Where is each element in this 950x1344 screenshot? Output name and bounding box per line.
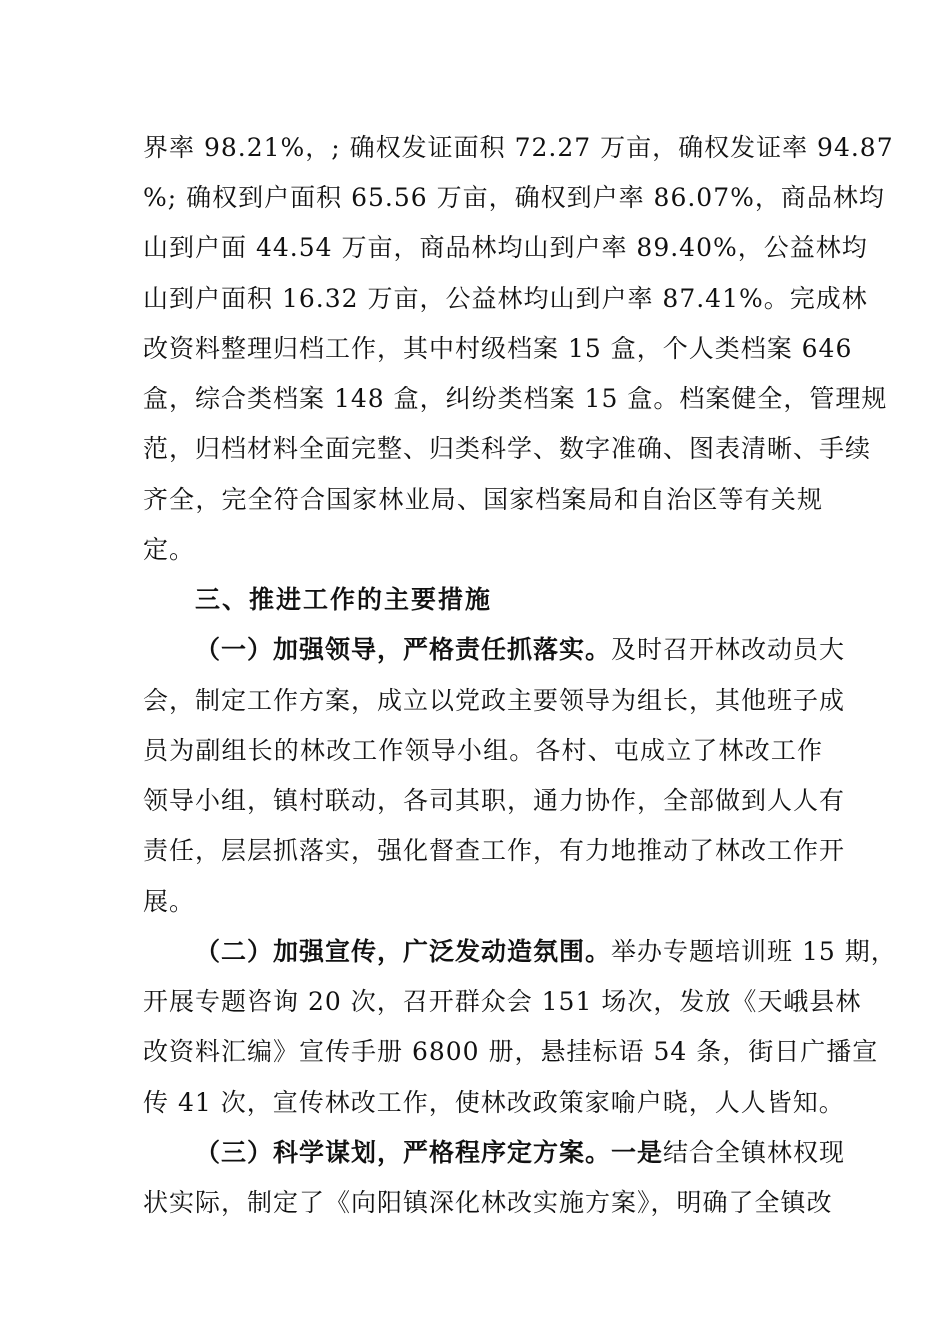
subsection-1-text: 及时召开林改动员大 bbox=[611, 635, 846, 664]
subsection-3-point: 一是 bbox=[611, 1138, 664, 1167]
paragraph-line: 范，归档材料全面完整、归类科学、数字准确、图表清晰、手续 bbox=[143, 434, 872, 463]
paragraph-line: 改资料整理归档工作，其中村级档案 15 盒，个人类档案 646 bbox=[143, 334, 853, 363]
subsection-2-first-line bbox=[195, 937, 897, 967]
subsection-3-text: 结合全镇林权现 bbox=[663, 1138, 846, 1167]
paragraph-line: 状实际，制定了《向阳镇深化林改实施方案》，明确了全镇改 bbox=[143, 1188, 833, 1217]
subsection-1-first-line bbox=[195, 635, 846, 665]
paragraph-line: 传 41 次，宣传林改工作，使林改政策家喻户晓，人人皆知。 bbox=[143, 1088, 845, 1117]
subsection-2-title: （二）加强宣传，广泛发动造氛围。 bbox=[195, 937, 612, 966]
paragraph-line: 员为副组长的林改工作领导小组。各村、屯成立了林改工作 bbox=[143, 736, 823, 765]
paragraph-line: 界率 98.21%，; 确权发证面积 72.27 万亩，确权发证率 94.87 bbox=[143, 133, 894, 162]
paragraph-line: 责任，层层抓落实，强化督查工作，有力地推动了林改工作开 bbox=[143, 836, 846, 865]
paragraph-line: %; 确权到户面积 65.56 万亩，确权到户率 86.07%，商品林均 bbox=[143, 183, 885, 212]
subsection-3-title: （三）科学谋划，严格程序定方案。 bbox=[195, 1138, 612, 1167]
paragraph-line: 齐全，完全符合国家林业局、国家档案局和自治区等有关规 bbox=[143, 485, 823, 514]
subsection-1-title: （一）加强领导，严格责任抓落实。 bbox=[195, 635, 612, 664]
subsection-2-text: 举办专题培训班 15 期， bbox=[611, 937, 897, 966]
paragraph-line: 会，制定工作方案，成立以党政主要领导为组长，其他班子成 bbox=[143, 686, 846, 715]
paragraph-line: 山到户面 44.54 万亩，商品林均山到户率 89.40%，公益林均 bbox=[143, 233, 868, 262]
paragraph-line: 山到户面积 16.32 万亩，公益林均山到户率 87.41%。完成林 bbox=[143, 284, 868, 313]
paragraph-line: 定。 bbox=[143, 535, 196, 564]
section-heading: 三、推进工作的主要措施 bbox=[195, 585, 493, 614]
paragraph-line: 改资料汇编》宣传手册 6800 册，悬挂标语 54 条，街日广播宣 bbox=[143, 1037, 879, 1066]
paragraph-line: 展。 bbox=[143, 887, 196, 916]
paragraph-line: 开展专题咨询 20 次，召开群众会 151 场次，发放《天峨县林 bbox=[143, 987, 862, 1016]
subsection-3-first-line bbox=[195, 1138, 846, 1168]
paragraph-line: 领导小组，镇村联动，各司其职，通力协作，全部做到人人有 bbox=[143, 786, 846, 815]
paragraph-line: 盒，综合类档案 148 盒，纠纷类档案 15 盒。档案健全，管理规 bbox=[143, 384, 888, 413]
